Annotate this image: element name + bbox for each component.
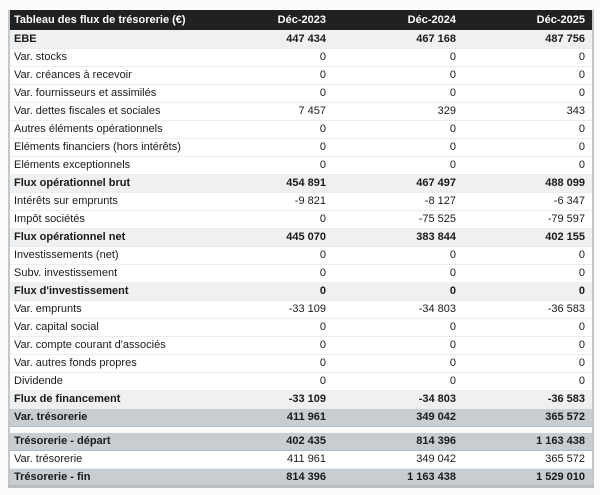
table-row <box>9 120 593 138</box>
table-row <box>9 138 593 156</box>
row-label: Intérêts sur emprunts <box>9 192 203 210</box>
table-row <box>9 432 593 450</box>
cell-value: -36 583 <box>463 300 593 318</box>
table-row <box>9 84 593 102</box>
cell-value: 7 457 <box>203 102 333 120</box>
cell-value: 0 <box>463 156 593 174</box>
cell-value: 1 529 010 <box>463 468 593 486</box>
table-row <box>9 264 593 282</box>
row-label: Var. dettes fiscales et sociales <box>9 102 203 120</box>
cell-value: 0 <box>463 318 593 336</box>
cell-value: 0 <box>333 156 463 174</box>
table-row <box>9 246 593 264</box>
cell-value: 814 396 <box>203 468 333 486</box>
cell-value: 454 891 <box>203 174 333 192</box>
cell-value: 0 <box>333 264 463 282</box>
table-row <box>9 174 593 192</box>
row-label: Impôt sociétés <box>9 210 203 228</box>
table-row <box>9 450 593 468</box>
cell-value: -6 347 <box>463 192 593 210</box>
row-label: Var. fournisseurs et assimilés <box>9 84 203 102</box>
cell-value: 0 <box>463 264 593 282</box>
row-label: Var. capital social <box>9 318 203 336</box>
cell-value: 0 <box>333 138 463 156</box>
cell-value: 402 155 <box>463 228 593 246</box>
cell-value: 0 <box>203 66 333 84</box>
cell-value: 0 <box>463 336 593 354</box>
cell-value: 1 163 438 <box>463 432 593 450</box>
cell-value: 0 <box>333 120 463 138</box>
table-row <box>9 102 593 120</box>
cell-value: 0 <box>203 48 333 66</box>
table-row <box>9 408 593 426</box>
row-label: Var. créances à recevoir <box>9 66 203 84</box>
table-row <box>9 354 593 372</box>
cell-value: 365 572 <box>463 450 593 468</box>
header-row <box>9 10 593 30</box>
cashflow-table <box>8 10 594 488</box>
table-body <box>9 30 593 486</box>
row-label: Flux de financement <box>9 390 203 408</box>
cell-value: 0 <box>463 84 593 102</box>
table-row <box>9 156 593 174</box>
column-header-dec-2024: Déc-2024 <box>333 10 463 30</box>
table-row <box>9 390 593 408</box>
row-label: Subv. investissement <box>9 264 203 282</box>
row-label: Eléments financiers (hors intérêts) <box>9 138 203 156</box>
row-label: Eléments exceptionnels <box>9 156 203 174</box>
column-header-dec-2025: Déc-2025 <box>463 10 593 30</box>
cell-value: -79 597 <box>463 210 593 228</box>
cell-value: 467 168 <box>333 30 463 48</box>
cell-value: 0 <box>333 282 463 300</box>
row-label: Var. trésorerie <box>9 408 203 426</box>
cell-value: 467 497 <box>333 174 463 192</box>
table-row <box>9 30 593 48</box>
cell-value: -36 583 <box>463 390 593 408</box>
cell-value: 0 <box>203 120 333 138</box>
table-row <box>9 468 593 486</box>
cell-value: 0 <box>333 336 463 354</box>
row-label: Dividende <box>9 372 203 390</box>
row-label: Flux opérationnel net <box>9 228 203 246</box>
cell-value: 0 <box>203 336 333 354</box>
table-row <box>9 372 593 390</box>
cell-value: 365 572 <box>463 408 593 426</box>
table-row <box>9 318 593 336</box>
cell-value: -34 803 <box>333 300 463 318</box>
row-label: Var. autres fonds propres <box>9 354 203 372</box>
cell-value: 411 961 <box>203 408 333 426</box>
cell-value: 0 <box>463 372 593 390</box>
cell-value: 0 <box>203 354 333 372</box>
cell-value: 402 435 <box>203 432 333 450</box>
row-label: Flux d'investissement <box>9 282 203 300</box>
cell-value: 487 756 <box>463 30 593 48</box>
cell-value: 1 163 438 <box>333 468 463 486</box>
cell-value: 0 <box>463 120 593 138</box>
column-header-dec-2023: Déc-2023 <box>203 10 333 30</box>
cell-value: -34 803 <box>333 390 463 408</box>
table-row <box>9 192 593 210</box>
cell-value: 0 <box>203 318 333 336</box>
cell-value: 0 <box>203 84 333 102</box>
cell-value: 0 <box>203 156 333 174</box>
table-row <box>9 336 593 354</box>
cell-value: 0 <box>203 210 333 228</box>
cell-value: 0 <box>333 48 463 66</box>
cell-value: 447 434 <box>203 30 333 48</box>
cell-value: 349 042 <box>333 450 463 468</box>
cell-value: -75 525 <box>333 210 463 228</box>
cell-value: 0 <box>463 282 593 300</box>
cell-value: 488 099 <box>463 174 593 192</box>
cell-value: -9 821 <box>203 192 333 210</box>
cell-value: 0 <box>463 66 593 84</box>
cell-value: 814 396 <box>333 432 463 450</box>
cell-value: 329 <box>333 102 463 120</box>
cell-value: 0 <box>333 318 463 336</box>
cell-value: -33 109 <box>203 300 333 318</box>
cell-value: 0 <box>463 246 593 264</box>
cell-value: 445 070 <box>203 228 333 246</box>
cell-value: 0 <box>203 264 333 282</box>
row-label: Var. trésorerie <box>9 450 203 468</box>
cell-value: -33 109 <box>203 390 333 408</box>
cell-value: 411 961 <box>203 450 333 468</box>
table-row <box>9 210 593 228</box>
cell-value: 383 844 <box>333 228 463 246</box>
row-label: Var. compte courant d'associés <box>9 336 203 354</box>
row-label: Investissements (net) <box>9 246 203 264</box>
cell-value: 0 <box>463 354 593 372</box>
cell-value: 0 <box>333 246 463 264</box>
row-label: Var. emprunts <box>9 300 203 318</box>
row-label: Flux opérationnel brut <box>9 174 203 192</box>
row-label: Autres éléments opérationnels <box>9 120 203 138</box>
cell-value: 0 <box>333 66 463 84</box>
row-label: Trésorerie - départ <box>9 432 203 450</box>
cell-value: 343 <box>463 102 593 120</box>
cell-value: -8 127 <box>333 192 463 210</box>
cell-value: 0 <box>333 372 463 390</box>
table-title: Tableau des flux de trésorerie (€) <box>9 10 203 30</box>
table-row <box>9 48 593 66</box>
row-label: EBE <box>9 30 203 48</box>
table-row <box>9 300 593 318</box>
cell-value: 0 <box>203 138 333 156</box>
cell-value: 349 042 <box>333 408 463 426</box>
table-row <box>9 228 593 246</box>
cell-value: 0 <box>333 354 463 372</box>
cell-value: 0 <box>463 48 593 66</box>
cell-value: 0 <box>463 138 593 156</box>
row-label: Var. stocks <box>9 48 203 66</box>
cell-value: 0 <box>203 372 333 390</box>
table-row <box>9 282 593 300</box>
row-label: Trésorerie - fin <box>9 468 203 486</box>
table-row <box>9 66 593 84</box>
cell-value: 0 <box>203 246 333 264</box>
cell-value: 0 <box>203 282 333 300</box>
cell-value: 0 <box>333 84 463 102</box>
